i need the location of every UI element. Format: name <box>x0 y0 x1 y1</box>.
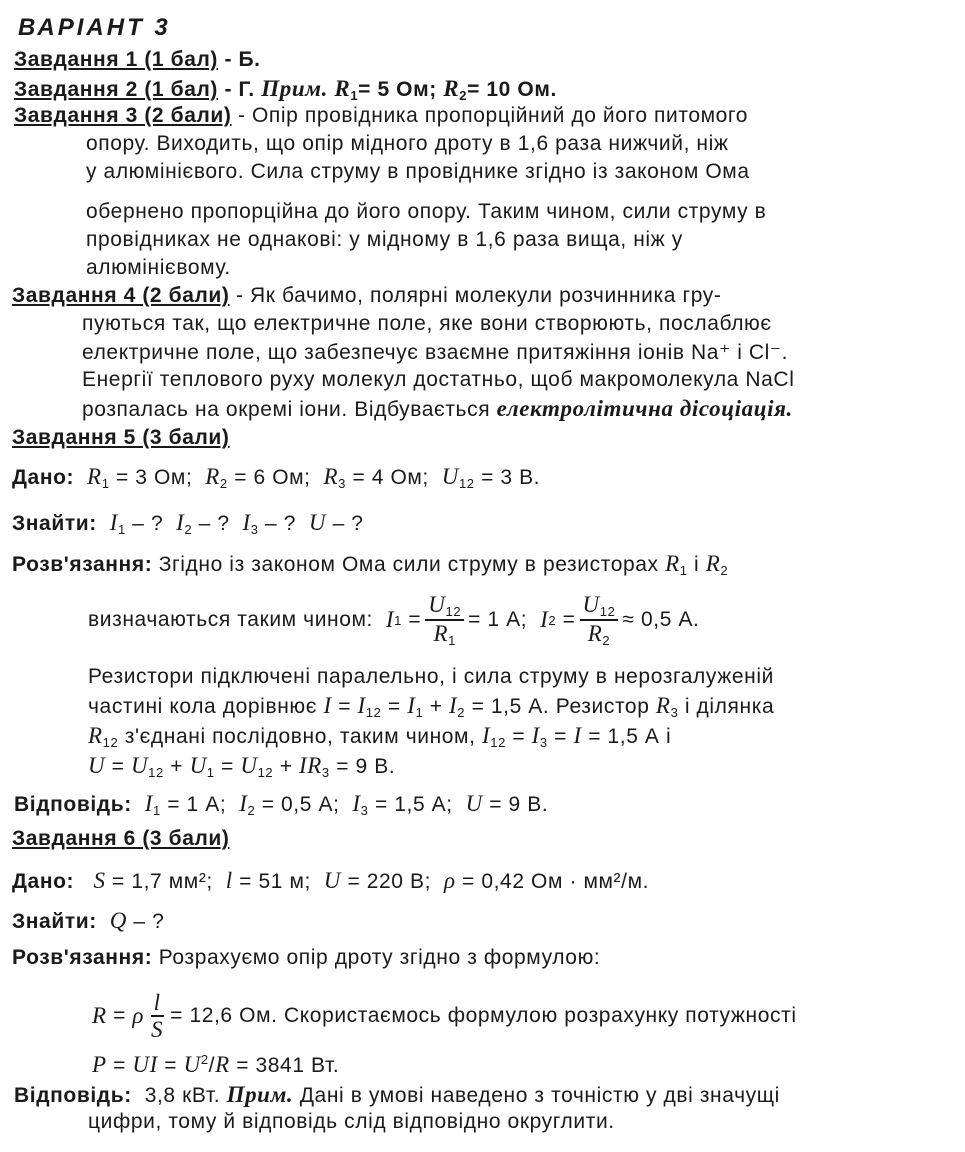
task-4-line-5: розпалась на окремі іони. Відбувається електролітична дісоціація. <box>82 396 793 421</box>
task-2-label: Завдання 2 (1 бал) <box>14 78 219 101</box>
task-2-r1: = 5 Ом; <box>358 78 437 101</box>
task-3-label: Завдання 3 (2 бали) <box>14 104 232 127</box>
task-6-answer-1: Відповідь: 3,8 кВт. Прим. Дані в умові наведено з точністю у дві значущі <box>14 1082 780 1107</box>
task-2-r2: = 10 Ом. <box>467 78 557 101</box>
variant-title: ВАРІАНТ 3 <box>18 14 171 41</box>
task-5-find: Знайти: $I_1$ – ? $I_2$ – ? $I_3$ – ? U – ? <box>12 510 364 537</box>
task-4-line-3: електричне поле, що забезпечує взаємне притяжіння іонів Na⁺ і Cl⁻. <box>82 341 789 364</box>
task-4-label: Завдання 4 (2 бали) <box>12 284 230 307</box>
task-5-given: Дано: $R_1 = 3$ Ом; $R_2 = 6$ Ом; $R_3 = 4$ Ом; $U_{12} = 3$ В. <box>12 464 541 491</box>
task-5-solution-3: Резистори підключені паралельно, і сила струму в нерозгалуженій <box>88 665 774 688</box>
task-3-line-1: Завдання 3 (2 бали) - Опір провідника пропорційний до його питомого <box>14 104 748 127</box>
task-2-answer: - Г. <box>224 78 255 101</box>
task-3-line-4: обернено пропорційна до його опору. Таким чином, сили струму в <box>86 200 767 223</box>
task-1-answer: - Б. <box>224 48 261 71</box>
task-3-line-2: опору. Виходить, що опір мідного дроту в 1,6 раза нижчий, ніж <box>86 132 729 155</box>
fraction-i1: $\frac{U_{12}}{R_1}$ <box>425 592 464 649</box>
given-label: Дано: <box>12 466 75 489</box>
fraction-resistance: $\frac{l}{S}$ <box>151 990 164 1043</box>
task-1-label: Завдання 1 (1 бал) <box>14 48 219 71</box>
task-1 <box>14 48 261 72</box>
task-4-line-1: Завдання 4 (2 бали) - Як бачимо, полярні молекули розчинника гру- <box>12 284 722 307</box>
task-6-answer-2: цифри, тому й відповідь слід відповідно округлити. <box>88 1110 615 1133</box>
task-5-solution-5: $R_{12}$ з'єднані послідовно, таким чином, $I_{12} = I_3 = I = 1,5$ А і <box>88 723 672 750</box>
task-3-line-6: алюмінієвому. <box>86 256 231 279</box>
task-3-line-5: провідниках не однакові: у мідному в 1,6 раза вища, ніж у <box>86 228 683 251</box>
task-2-prim: Прим. <box>261 76 328 101</box>
task-5-solution-2: визначаються таким чином: I 1 = $\frac{U_{12}}{R_1}$ = 1 А; I 2 = $\frac{U_{12}}{R_2}$ ≈ 0,5 А. <box>88 592 700 649</box>
solution-label: Розв'язання: <box>12 553 153 576</box>
task-6-given: Дано: S = 1,7 мм²; l = 51 м; U = 220 В; ρ = 0,42 Ом · мм²/м. <box>12 868 650 893</box>
task-5-solution-4: частині кола дорівнює $I = I_{12} = I_1 + I_2 = 1,5$ А. Резистор $R_3$ і ділянка <box>88 693 775 720</box>
task-6-solution-2: R = ρ $\frac{l}{S}$ = 12,6 Ом. Скористаємось формулою розрахунку потужності <box>92 990 797 1043</box>
find-label: Знайти: <box>12 512 97 535</box>
task-6-find: Знайти: Q – ? <box>12 908 165 933</box>
task-5-solution-1: Розв'язання: Згідно із законом Ома сили струму в резисторах $R_1$ і $R_2$ <box>12 551 729 578</box>
task-4-line-2: пуються так, що електричне поле, яке вони створюють, послаблює <box>82 312 772 335</box>
fraction-i2: $\frac{U_{12}}{R_2}$ <box>580 592 619 649</box>
task-5-answer: Відповідь: $I_1 = 1$ А; $I_2 = 0,5$ А; $I_3 = 1,5$ А; U = 9 В. <box>14 791 549 818</box>
task-6-solution-1: Розв'язання: Розрахуємо опір дроту згідно з формулою: <box>12 946 601 969</box>
task-4-line-4: Енергії теплового руху молекул достатньо, щоб макромолекула NaCl <box>82 368 795 391</box>
task-3-line-3: у алюмінієвого. Сила струму в провіднике згідно із законом Ома <box>86 160 750 183</box>
answer-label: Відповідь: <box>14 793 132 816</box>
task-6-solution-3: P = UI = $U^2/R = 3841$ Вт. <box>92 1052 340 1077</box>
task-6-label: Завдання 6 (3 бали) <box>12 827 230 850</box>
term-dissociation: електролітична дісоціація. <box>496 396 793 421</box>
task-5-solution-6: $U = U_{12} + U_1 = U_{12} + IR_3 = 9$ В. <box>88 753 396 780</box>
task-5-label: Завдання 5 (3 бали) <box>12 426 230 449</box>
task-2: Завдання 2 (1 бал) - Г. Прим. $R_1= 5$ Ом; $R_2= 10$ Ом. <box>14 76 557 103</box>
